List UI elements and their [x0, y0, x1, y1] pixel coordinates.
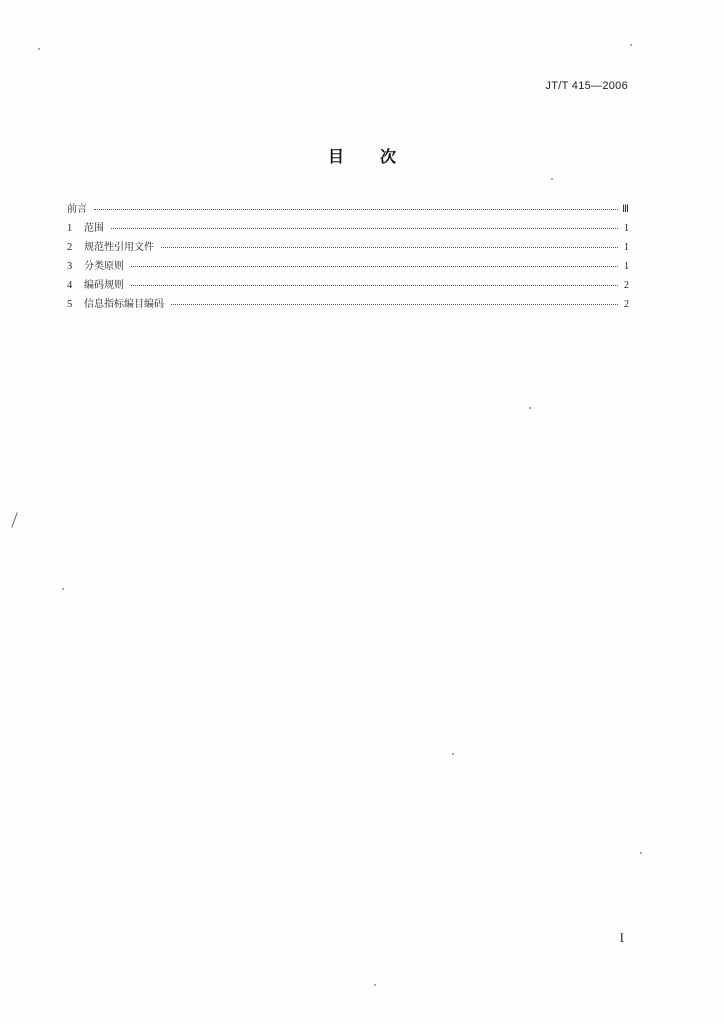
scan-speck: [62, 588, 64, 590]
toc-dot-leader: [94, 209, 618, 210]
toc-entry-page: Ⅲ: [622, 204, 629, 215]
page-number: I: [619, 930, 624, 945]
toc-entry-normative-references[interactable]: [67, 238, 629, 257]
toc-entry-label: 分类原则: [84, 261, 124, 272]
scan-speck: [640, 852, 642, 854]
toc-dot-leader: [131, 285, 618, 286]
toc-title: [0, 144, 724, 167]
toc-entry-page: 2: [624, 299, 629, 310]
toc-entry-number: 3: [67, 261, 73, 272]
toc-entry-page: 1: [624, 261, 629, 272]
toc-entry-classification-principles[interactable]: [67, 257, 629, 276]
scan-speck: [630, 44, 632, 46]
scan-speck: [551, 178, 553, 180]
toc-dot-leader: [161, 247, 618, 248]
toc-entry-preface[interactable]: [67, 200, 629, 219]
toc-entry-indicator-catalog-codes[interactable]: [67, 295, 629, 314]
toc-entry-label: 前言: [67, 204, 87, 215]
toc-title-char-1: 目: [327, 147, 344, 166]
toc-entry-page: 2: [624, 280, 629, 291]
toc-entry-number: 1: [67, 223, 73, 234]
toc-title-char-2: 次: [380, 147, 397, 166]
toc-entry-number: 2: [67, 242, 73, 253]
toc-entry-label: 编码规则: [84, 280, 124, 291]
scan-speck: [452, 753, 454, 755]
toc-entry-label: 规范性引用文件: [84, 242, 154, 253]
scan-speck: [374, 984, 376, 986]
toc-entry-label: 范围: [84, 223, 104, 234]
scan-scratch-mark: [11, 512, 17, 527]
toc-entry-page: 1: [624, 223, 629, 234]
toc-entry-page: 1: [624, 242, 629, 253]
table-of-contents: [67, 200, 629, 314]
standard-code: JT/T 415—2006: [545, 80, 628, 92]
toc-entry-coding-rules[interactable]: [67, 276, 629, 295]
toc-dot-leader: [171, 304, 618, 305]
toc-entry-scope[interactable]: [67, 219, 629, 238]
toc-entry-label: 信息指标编目编码: [84, 299, 164, 310]
toc-entry-number: 5: [67, 299, 73, 310]
toc-dot-leader: [111, 228, 618, 229]
toc-entry-number: 4: [67, 280, 73, 291]
scan-speck: [38, 48, 40, 50]
scan-speck: [529, 407, 531, 409]
toc-dot-leader: [131, 266, 618, 267]
